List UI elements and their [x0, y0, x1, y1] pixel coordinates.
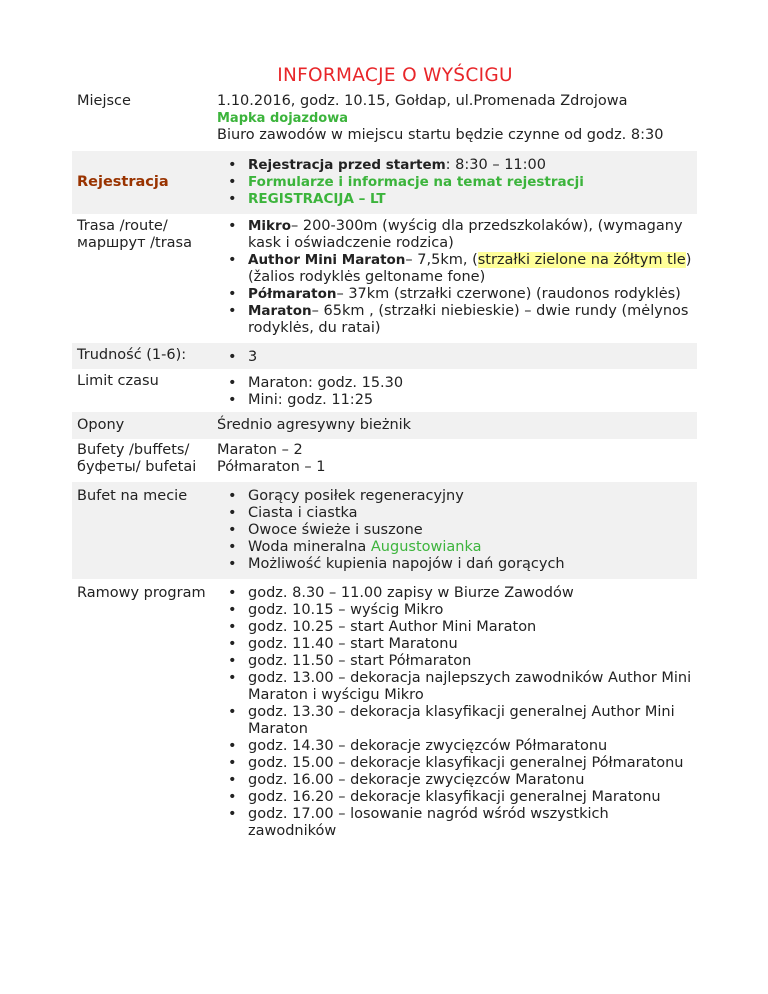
bufety-polmaraton: Półmaraton – 1	[217, 459, 326, 475]
list-item: • Maraton: godz. 15.30	[217, 375, 697, 392]
race-info-table	[72, 93, 697, 840]
label-trasa: Trasa /route/маршрут /trasa	[77, 218, 192, 251]
label-limit: Limit czasu	[77, 373, 159, 389]
label-opony: Opony	[72, 412, 212, 439]
row-bufet-meta	[72, 482, 697, 579]
label-bufet-meta: Bufet na mecie	[72, 482, 212, 579]
trasa-list	[217, 218, 697, 337]
map-link[interactable]: Mapka dojazdowa	[217, 111, 349, 126]
water-brand-link[interactable]: Augustowianka	[370, 539, 482, 555]
limit-list	[217, 375, 697, 409]
value-miejsce	[212, 93, 697, 151]
row-program	[72, 579, 697, 840]
list-item: • godz. 17.00 – losowanie nagród wśród wszystkich zawodników	[217, 806, 697, 840]
list-item: • godz. 10.15 – wyścig Mikro	[217, 602, 697, 619]
label-trudnosc: Trudność (1-6):	[72, 343, 212, 369]
route-desc-tail: ) (žalios rodyklės geltoname fone)	[248, 252, 692, 285]
row-bufety	[72, 439, 697, 482]
row-miejsce	[72, 93, 697, 151]
list-item: • godz. 13.30 – dekoracja klasyfikacji generalnej Author Mini Maraton	[217, 704, 697, 738]
page-title: INFORMACJE O WYŚCIGU	[277, 65, 513, 86]
rejestracja-hours: : 8:30 – 11:00	[445, 157, 546, 173]
row-limit	[72, 369, 697, 412]
route-desc: – 200-300m (wyścig dla przedszkolaków), (wymagany kask i oświadczenie rodzica)	[248, 218, 683, 251]
list-item: • godz. 13.00 – dekoracja najlepszych zawodników Author Mini Maraton i wyścigu Mikro	[217, 670, 697, 704]
water-label: Woda mineralna	[248, 539, 371, 555]
label-miejsce: Miejsce	[77, 93, 131, 109]
list-item	[217, 539, 697, 556]
list-item: • godz. 16.00 – dekoracje zwycięzców Maratonu	[217, 772, 697, 789]
list-item	[217, 286, 697, 303]
row-trasa	[72, 214, 697, 343]
route-desc: – 7,5km, (	[405, 252, 478, 268]
list-item	[217, 218, 697, 252]
route-name: Półmaraton	[248, 286, 337, 302]
list-item: • godz. 16.20 – dekoracje klasyfikacji generalnej Maratonu	[217, 789, 697, 806]
bufet-list	[217, 488, 697, 573]
rejestracja-list	[217, 157, 697, 208]
label-bufety: Bufety /buffets/буфеты/ bufetai	[77, 442, 197, 475]
label-rejestracja: Rejestracja	[77, 174, 169, 190]
list-item: • Mini: godz. 11:25	[217, 392, 697, 409]
list-item: • godz. 10.25 – start Author Mini Maraton	[217, 619, 697, 636]
row-opony	[72, 412, 697, 439]
registracija-lt-link[interactable]: REGISTRACIJA – LT	[248, 191, 386, 207]
registration-forms-link[interactable]: Formularze i informacje na temat rejestracji	[248, 174, 584, 190]
list-item: • Gorący posiłek regeneracyjny	[217, 488, 697, 505]
value-opony: Średnio agresywny bieżnik	[212, 412, 697, 439]
row-trudnosc	[72, 343, 697, 369]
list-item: • godz. 11.50 – start Półmaraton	[217, 653, 697, 670]
rejestracja-bold: Rejestracja przed startem	[248, 157, 446, 173]
list-item: • godz. 8.30 – 11.00 zapisy w Biurze Zawodów	[217, 585, 697, 602]
list-item: • godz. 14.30 – dekoracje zwycięzców Półmaratonu	[217, 738, 697, 755]
trudnosc-list	[217, 349, 697, 366]
list-item	[217, 174, 697, 191]
list-item: • Owoce świeże i suszone	[217, 522, 697, 539]
route-desc: – 37km (strzałki czerwone) (raudonos rodyklės)	[336, 286, 681, 302]
list-item	[217, 191, 697, 208]
highlighted-text: strzałki zielone na żółtym tle	[477, 252, 686, 268]
row-rejestracja	[72, 151, 697, 214]
office-hours: Biuro zawodów w miejscu startu będzie czynne od godz. 8:30	[217, 127, 664, 143]
route-name: Maraton	[248, 303, 312, 319]
list-item	[217, 252, 697, 286]
miejsce-line: 1.10.2016, godz. 10.15, Gołdap, ul.Promenada Zdrojowa	[217, 93, 628, 109]
program-list	[217, 585, 697, 840]
route-name: Mikro	[248, 218, 291, 234]
label-program: Ramowy program	[77, 585, 206, 601]
route-desc: – 65km , (strzałki niebieskie) – dwie rundy (mėlynos rodyklės, du ratai)	[248, 303, 689, 336]
list-item: • godz. 11.40 – start Maratonu	[217, 636, 697, 653]
difficulty-value: • 3	[217, 349, 697, 366]
list-item: • Ciasta i ciastka	[217, 505, 697, 522]
list-item	[217, 157, 697, 174]
list-item	[217, 303, 697, 337]
list-item: • godz. 15.00 – dekoracje klasyfikacji generalnej Półmaratonu	[217, 755, 697, 772]
route-name: Author Mini Maraton	[248, 252, 406, 268]
list-item: • Możliwość kupienia napojów i dań gorących	[217, 556, 697, 573]
bufety-maraton: Maraton – 2	[217, 442, 303, 458]
